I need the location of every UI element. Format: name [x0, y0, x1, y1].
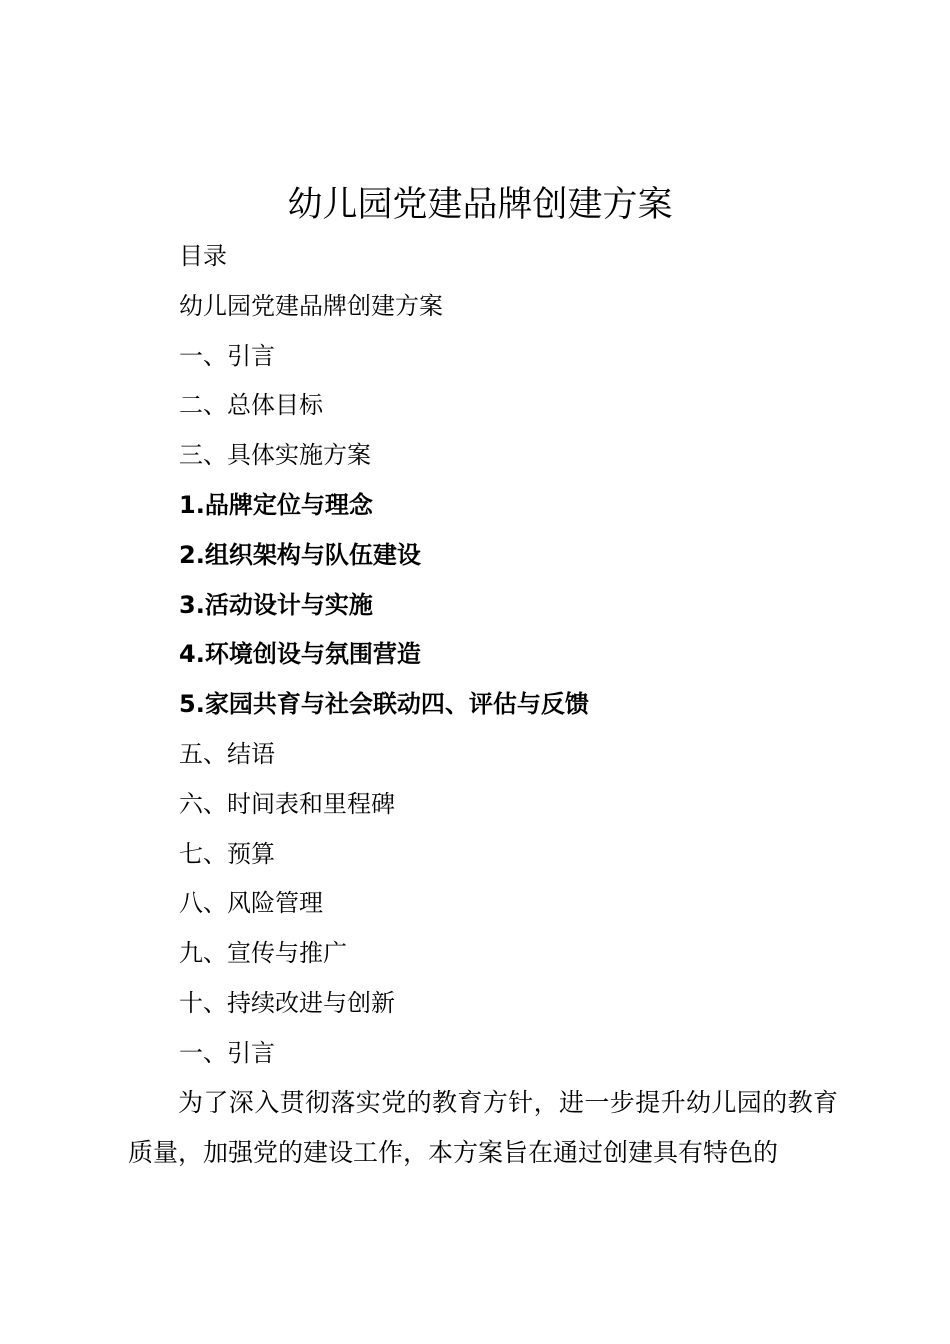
toc-item: 五、结语 [179, 739, 275, 768]
toc-subitem: 1.品牌定位与理念 [179, 490, 373, 519]
toc-item: 三、具体实施方案 [179, 441, 371, 470]
section-heading: 一、引言 [179, 1038, 275, 1067]
toc-item: 幼儿园党建品牌创建方案 [179, 291, 443, 320]
toc-subitem: 3.活动设计与实施 [179, 590, 373, 619]
toc-item: 八、风险管理 [179, 889, 323, 918]
table-of-contents [179, 232, 589, 1079]
toc-subitem: 2.组织架构与队伍建设 [179, 540, 421, 569]
toc-item: 九、宣传与推广 [179, 939, 347, 968]
toc-item: 十、持续改进与创新 [179, 988, 395, 1017]
toc-subitem: 4.环境创设与氛围营造 [179, 640, 421, 669]
toc-subitem: 5.家园共育与社会联动四、评估与反馈 [179, 690, 589, 719]
toc-item: 六、时间表和里程碑 [179, 789, 395, 818]
toc-item: 七、预算 [179, 839, 275, 868]
toc-item: 二、总体目标 [179, 391, 323, 420]
intro-paragraph: 为了深入贯彻落实党的教育方针，进一步提升幼儿园的教育质量，加强党的建设工作，本方案旨在通过创建具有特色的 [128, 1088, 838, 1167]
document-title: 幼儿园党建品牌创建方案 [287, 185, 673, 225]
toc-item: 目录 [179, 242, 227, 270]
toc-item: 一、引言 [179, 341, 275, 370]
